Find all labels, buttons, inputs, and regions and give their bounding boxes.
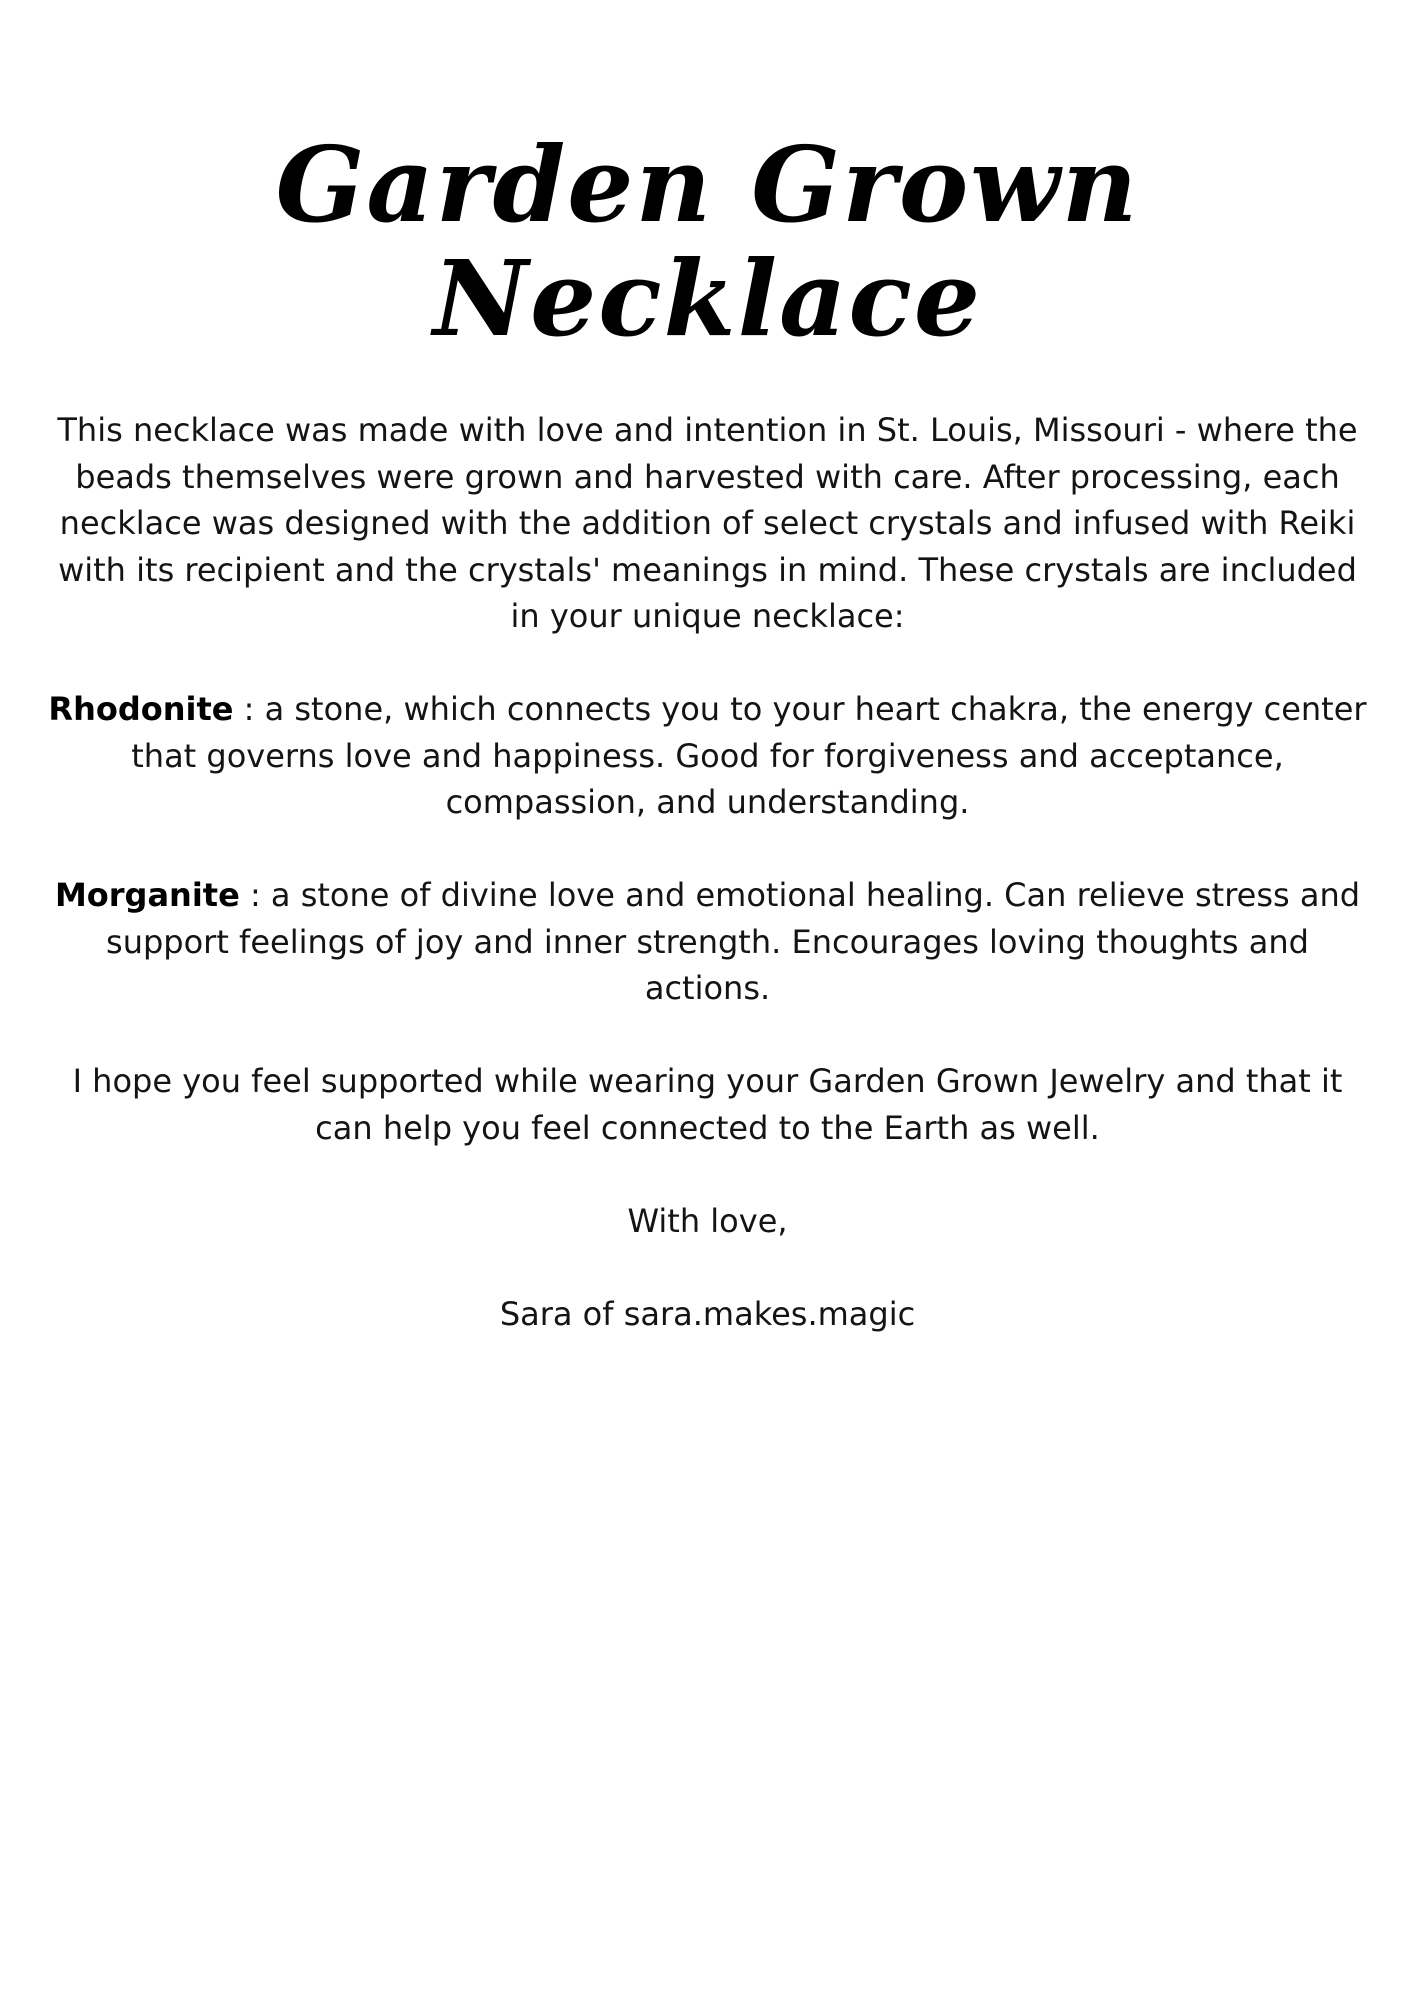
crystal-paragraph-rhodonite (40, 686, 1375, 826)
crystal-name-morganite: Morganite (54, 876, 240, 914)
signature: Sara of sara.makes.magic (499, 1294, 916, 1333)
closing-paragraph: I hope you feel supported while wearing your Garden Grown Jewelry and that it can help you feel connected to the Earth as well. (72, 1062, 1343, 1147)
crystal-paragraph-morganite (40, 872, 1375, 1012)
title-line-2: Necklace (433, 237, 982, 360)
signoff: With love, (627, 1201, 788, 1240)
crystal-description-morganite: : a stone of divine love and emotional healing. Can relieve stress and support feelings of joy and inner strength. Encourages loving thoughts and actions. (106, 876, 1361, 1007)
page-title (0, 123, 1415, 360)
title-line-1: Garden Grown (275, 123, 1140, 246)
intro-paragraph: This necklace was made with love and intention in St. Louis, Missouri - where the beads themselves were grown and harvested with care. After processing, each necklace was designed with the addition of select crystals and infused with Reiki with its recipient and the crystals' meanings in mind. These crystals are included in your unique necklace: (57, 411, 1358, 635)
crystal-name-rhodonite: Rhodonite (48, 690, 234, 728)
letter-body (40, 407, 1375, 1384)
crystal-description-rhodonite: : a stone, which connects you to your heart chakra, the energy center that governs love and happiness. Good for forgiveness and acceptance, compassion, and understanding. (131, 690, 1367, 821)
